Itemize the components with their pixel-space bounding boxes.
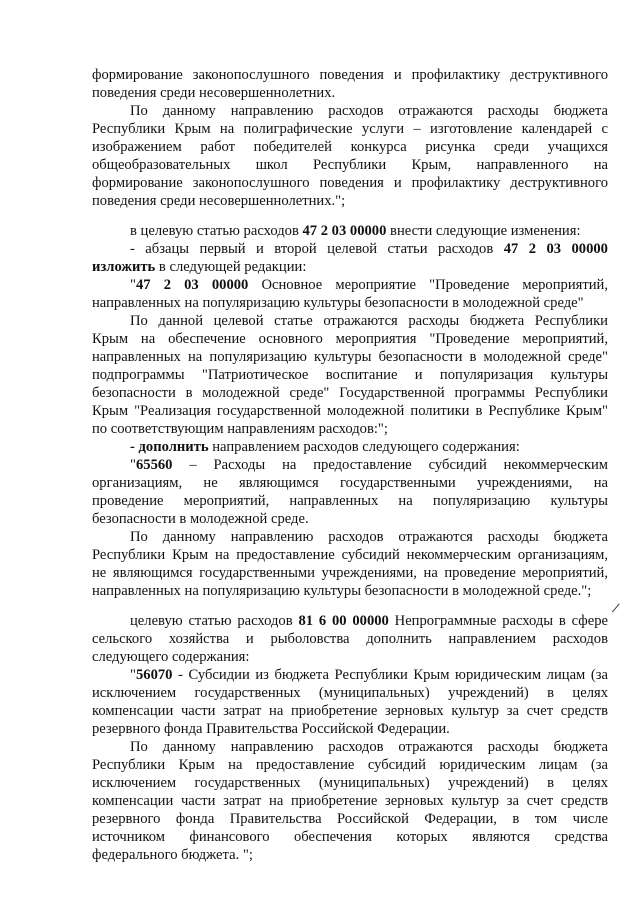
- text-line: общеобразовательных школ Республики Крым, направленного на: [92, 157, 608, 173]
- text-run: ": [130, 277, 136, 293]
- text-line: компенсации части затрат на приобретение зерновых культур за счет средств: [92, 703, 608, 719]
- text-run: ": [130, 667, 136, 683]
- text-line: направленных на популяризацию культуры безопасности в молодежной среде": [92, 295, 584, 311]
- text-line: поведения среди несовершеннолетних.";: [92, 193, 346, 209]
- text-line: По данному направлению расходов отражаются расходы бюджета: [130, 103, 608, 119]
- text-line: [92, 258, 608, 276]
- text-line: [130, 276, 608, 294]
- text-run: - абзацы первый и второй целевой статьи расходов: [130, 241, 504, 257]
- text-line: Республики Крым на предоставление субсидий юридическим лицам (за: [92, 757, 608, 773]
- text-run: Основное мероприятие "Проведение мероприятий,: [248, 277, 609, 293]
- text-line: по соответствующим направлениям расходов:";: [92, 421, 388, 437]
- pen-mark-icon: [612, 603, 628, 619]
- budget-code: 47 2 03 00000: [302, 223, 387, 239]
- text-line: резервного фонда Правительства Российской Федерации.: [92, 721, 450, 737]
- text-line: направленных на популяризацию культуры безопасности в молодежной среде": [92, 349, 608, 365]
- text-line: [130, 222, 608, 240]
- text-line: компенсации части затрат на приобретение зерновых культур за счет средств: [92, 793, 608, 809]
- text-run: в следующей редакции:: [155, 259, 307, 275]
- text-run: направлением расходов следующего содержания:: [208, 439, 520, 455]
- text-line: Крым "Реализация государственной молодежной политики в Республике Крым": [92, 403, 608, 419]
- emphasis: - дополнить: [130, 439, 209, 455]
- text-run: в целевую статью расходов: [130, 223, 303, 239]
- emphasis: изложить: [92, 259, 156, 275]
- text-line: Крым на обеспечение основного мероприятия "Проведение мероприятий,: [92, 331, 608, 347]
- text-run: внести следующие изменения:: [386, 223, 581, 239]
- text-line: резервного фонда Правительства Российской Федерации, в том числе: [92, 811, 608, 827]
- text-line: По данному направлению расходов отражаются расходы бюджета: [130, 739, 608, 755]
- text-line: [130, 240, 608, 258]
- text-run: – Расходы на предоставление субсидий некоммерческим: [172, 457, 608, 473]
- text-line: Республики Крым на полиграфические услуги – изготовление календарей с: [92, 121, 608, 137]
- budget-code: 65560: [135, 457, 173, 473]
- text-line: сельского хозяйства и рыболовства дополнить направлением расходов: [92, 631, 608, 647]
- text-line: По данной целевой статье отражаются расходы бюджета Республики: [130, 313, 608, 329]
- budget-code: 56070: [135, 667, 173, 683]
- text-line: следующего содержания:: [92, 649, 250, 665]
- budget-code: 47 2 03 00000: [135, 277, 249, 293]
- text-line: [130, 612, 608, 630]
- text-line: источником финансового обеспечения которых являются средства: [92, 829, 608, 845]
- budget-code: 47 2 03 00000: [503, 241, 608, 257]
- text-line: [130, 666, 608, 684]
- text-run: ": [130, 457, 136, 473]
- text-line: исключением государственных (муниципальных) учреждений) в целях: [92, 685, 608, 701]
- text-line: исключением государственных (муниципальных) учреждений) в целях: [92, 775, 608, 791]
- text-line: Республики Крым на предоставление субсидий некоммерческим организациям,: [92, 547, 608, 563]
- text-line: подпрограммы "Патриотическое воспитание и популяризация культуры: [92, 367, 608, 383]
- text-run: - Субсидии из бюджета Республики Крым юридическим лицам (за: [172, 667, 608, 683]
- text-line: проведение мероприятий, направленных на популяризацию культуры: [92, 493, 608, 509]
- text-line: [130, 456, 608, 474]
- text-run: Непрограммные расходы в сфере: [388, 613, 608, 629]
- text-line: федерального бюджета. ";: [92, 847, 253, 863]
- text-line: безопасности в молодежной среде.: [92, 511, 309, 527]
- text-line: безопасности в молодежной среде" Государственной программы Республики: [92, 385, 608, 401]
- text-line: не являющимся государственными учреждениями, на проведение мероприятий,: [92, 565, 608, 581]
- text-line: [130, 438, 608, 456]
- text-line: поведения среди несовершеннолетних.: [92, 85, 336, 101]
- text-run: целевую статью расходов: [130, 613, 299, 629]
- text-line: направленных на популяризацию культуры безопасности в молодежной среде.";: [92, 583, 592, 599]
- text-line: формирование законопослушного поведения и профилактику деструктивного: [92, 175, 608, 191]
- text-line: По данному направлению расходов отражаются расходы бюджета: [130, 529, 608, 545]
- text-line: изображением работ победителей конкурса рисунка среди учащихся: [92, 139, 608, 155]
- budget-code: 81 6 00 00000: [298, 613, 389, 629]
- text-line: организациям, не являющимся государственными учреждениями, на: [92, 475, 608, 491]
- text-line: формирование законопослушного поведения и профилактику деструктивного: [92, 67, 608, 83]
